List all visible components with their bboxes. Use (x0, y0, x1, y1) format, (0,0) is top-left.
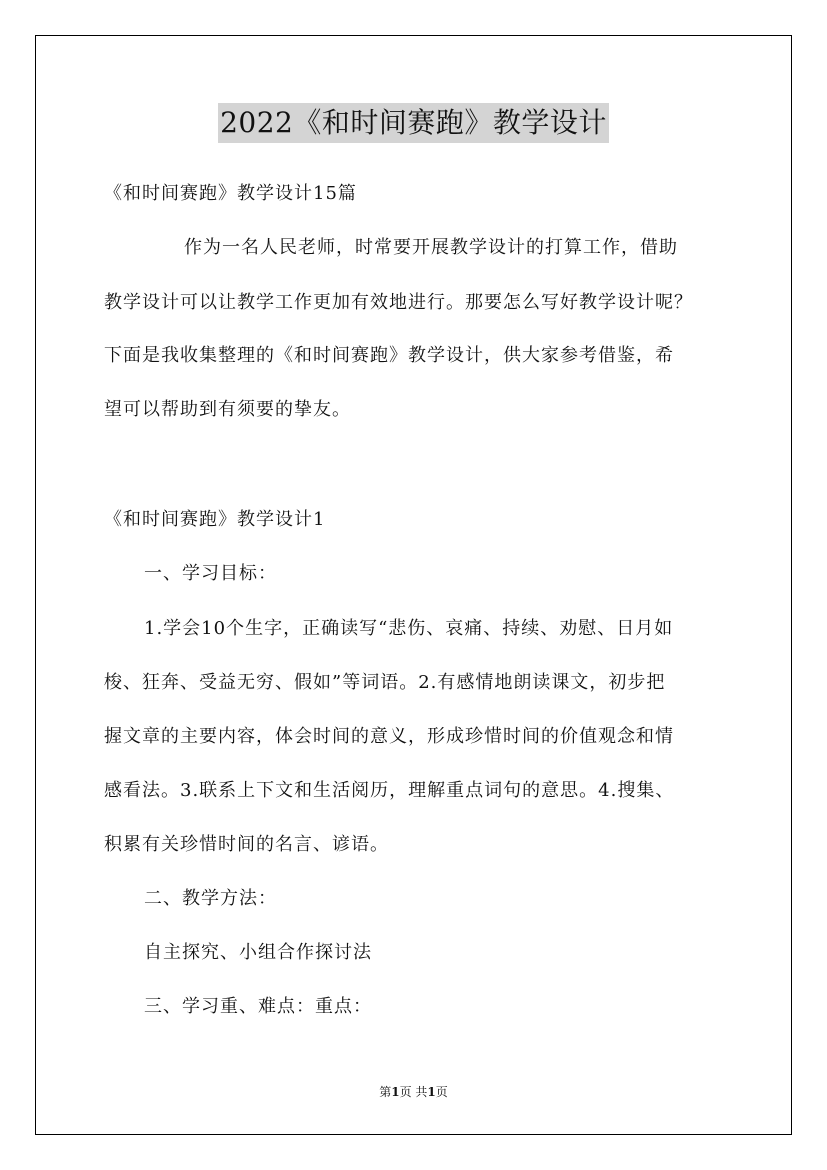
goal-line: 感看法。3.联系上下文和生活阅历，理解重点词句的意思。4.搜集、 (104, 780, 675, 801)
goal-line: 积累有关珍惜时间的名言、谚语。 (104, 834, 389, 855)
page-footer (0, 1084, 827, 1100)
intro-line: 望可以帮助到有须要的挚友。 (104, 399, 351, 420)
footer-prefix: 第 (379, 1085, 392, 1099)
footer-suffix: 页 (435, 1085, 448, 1099)
goal-line: 握文章的主要内容，体会时间的意义，形成珍惜时间的价值观念和情 (104, 726, 674, 747)
document-title (0, 103, 827, 143)
focus-heading: 三、学习重、难点：重点： (144, 996, 372, 1017)
footer-page-number: 1 (391, 1085, 400, 1099)
intro-line: 作为一名人民老师，时常要开展教学设计的打算工作，借助 (184, 237, 678, 258)
goal-line: 1.学会10个生字，正确读写“悲伤、哀痛、持续、劝慰、日月如 (144, 618, 674, 639)
method-heading: 二、教学方法： (144, 888, 277, 909)
footer-total-pages: 1 (427, 1085, 436, 1099)
subtitle: 《和时间赛跑》教学设计15篇 (104, 183, 357, 204)
intro-line: 教学设计可以让教学工作更加有效地进行。那要怎么写好教学设计呢？ (104, 292, 693, 313)
goal-heading: 一、学习目标： (144, 563, 277, 584)
title-text: 2022《和时间赛跑》教学设计 (218, 103, 609, 143)
goal-line: 梭、狂奔、受益无穷、假如”等词语。2.有感情地朗读课文，初步把 (104, 672, 666, 693)
method-text: 自主探究、小组合作探讨法 (144, 942, 372, 963)
section-heading: 《和时间赛跑》教学设计1 (104, 509, 326, 530)
footer-mid: 页 共 (399, 1085, 428, 1099)
intro-line: 下面是我收集整理的《和时间赛跑》教学设计，供大家参考借鉴，希 (104, 345, 674, 366)
